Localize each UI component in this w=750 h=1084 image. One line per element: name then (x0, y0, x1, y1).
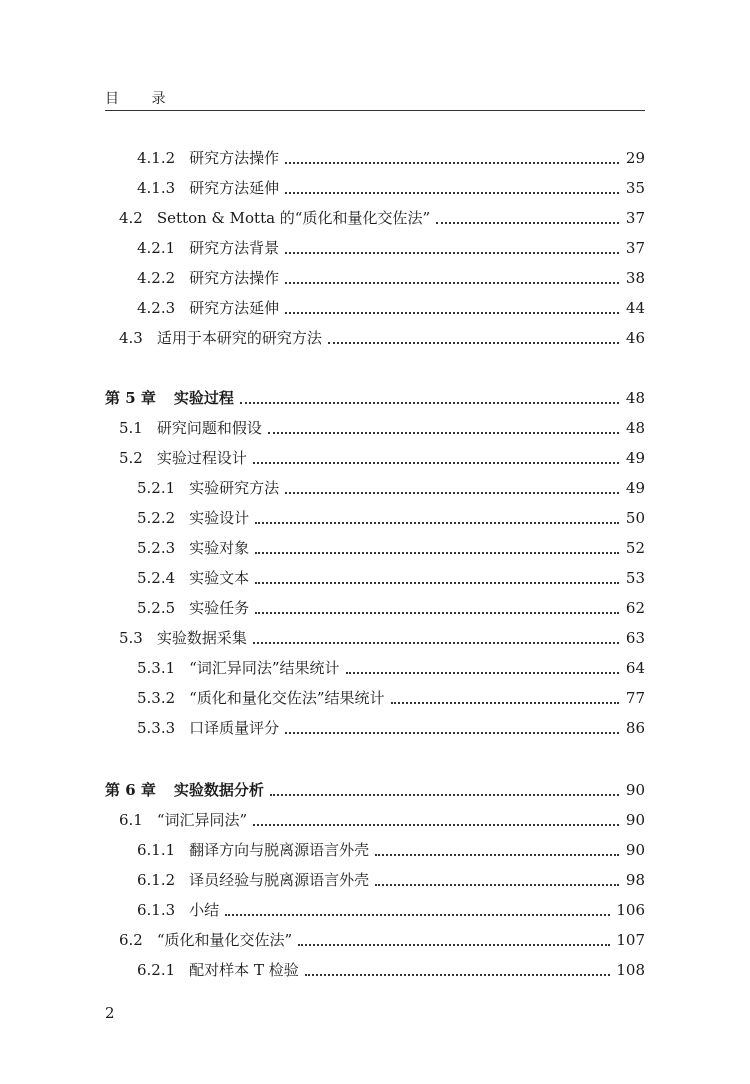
toc-entry-number: 6.1 (119, 811, 143, 829)
toc-entry-title: 实验文本 (189, 569, 250, 587)
toc-entry-number: 5.2.1 (137, 479, 176, 497)
toc-entry-number: 6.2 (119, 931, 143, 949)
toc-entry[interactable] (105, 446, 645, 470)
toc-entry-title: 研究方法操作 (189, 269, 280, 287)
toc-entry-number: 5.3.1 (137, 659, 176, 677)
toc-entry-number: 6.1.1 (137, 841, 176, 859)
toc-entry-page: 62 (625, 599, 645, 617)
toc-entry-number: 4.2.3 (137, 299, 176, 317)
toc-entry-title: 小结 (189, 901, 220, 919)
toc-entry-title: 译员经验与脱离源语言外壳 (189, 871, 370, 889)
toc-entry-number: 6.1.3 (137, 901, 176, 919)
toc-entry-number: 6.2.1 (137, 961, 176, 979)
toc-entry-page: 52 (625, 539, 645, 557)
toc-entry[interactable] (105, 838, 645, 862)
toc-entry-number: 6.1.2 (137, 871, 176, 889)
leader-dots (285, 161, 619, 164)
leader-dots (285, 251, 619, 254)
toc-entry-number: 4.3 (119, 329, 143, 347)
toc-entry[interactable] (105, 898, 645, 922)
toc-entry[interactable] (105, 176, 645, 200)
toc-entry-title: 适用于本研究的研究方法 (156, 329, 322, 347)
toc-entry-title: 研究方法延伸 (189, 179, 280, 197)
leader-dots (285, 311, 619, 314)
toc-entry[interactable] (105, 326, 645, 350)
toc-entry[interactable] (105, 296, 645, 320)
toc-entry[interactable] (105, 808, 645, 832)
toc-entry-number: 5.2.4 (137, 569, 176, 587)
toc-entry-page: 48 (625, 389, 645, 407)
toc-entry-page: 86 (625, 719, 645, 737)
toc-entry[interactable] (105, 626, 645, 650)
toc-entry[interactable] (105, 596, 645, 620)
toc-entry-title: 实验对象 (189, 539, 250, 557)
leader-dots (285, 731, 619, 734)
toc-entry-title: 实验任务 (189, 599, 250, 617)
toc-entry-title: 研究方法延伸 (189, 299, 280, 317)
leader-dots (270, 793, 619, 796)
toc-chapter-number: 第 6 章 (105, 781, 156, 799)
toc-entry[interactable] (105, 506, 645, 530)
toc-entry-title: 实验过程设计 (156, 449, 247, 467)
toc-entry-title: 实验数据采集 (156, 629, 247, 647)
toc-entry[interactable] (105, 416, 645, 440)
toc-chapter[interactable] (105, 778, 645, 802)
toc-entry-page: 49 (625, 479, 645, 497)
toc-entry-page: 77 (625, 689, 645, 707)
toc-entry-title: 实验设计 (189, 509, 250, 527)
toc-entry-number: 5.3.2 (137, 689, 176, 707)
toc-entry-page: 49 (625, 449, 645, 467)
toc-entry-page: 29 (625, 149, 645, 167)
toc-entry[interactable] (105, 868, 645, 892)
toc-entry-title: 配对样本 T 检验 (189, 961, 299, 979)
toc-entry-number: 5.2 (119, 449, 143, 467)
toc-entry-page: 53 (625, 569, 645, 587)
toc-entry-title: “词汇异同法” (156, 811, 248, 829)
toc-entry-page: 48 (625, 419, 645, 437)
toc-entry-page: 106 (616, 901, 645, 919)
toc-entry-number: 4.1.3 (137, 179, 176, 197)
toc-entry-page: 90 (625, 811, 645, 829)
toc-entry-title: Setton & Motta 的“质化和量化交佐法” (156, 209, 431, 227)
toc-entry-title: “质化和量化交佐法” (156, 931, 293, 949)
toc-entry-number: 5.3.3 (137, 719, 176, 737)
toc-entry-page: 37 (625, 209, 645, 227)
toc-entry-title: 实验研究方法 (189, 479, 280, 497)
toc-entry-number: 5.2.2 (137, 509, 176, 527)
toc-entry-page: 107 (616, 931, 645, 949)
toc-entry[interactable] (105, 146, 645, 170)
toc-entry-title: “质化和量化交佐法”结果统计 (189, 689, 385, 707)
toc-entry-page: 46 (625, 329, 645, 347)
toc-entry-number: 5.3 (119, 629, 143, 647)
toc-entry-page: 63 (625, 629, 645, 647)
toc-chapter-title: 实验过程 (173, 389, 234, 407)
leader-dots (436, 221, 619, 224)
page-number: 2 (105, 1004, 115, 1022)
toc-entry-number: 5.1 (119, 419, 143, 437)
toc-entry[interactable] (105, 476, 645, 500)
toc-entry[interactable] (105, 686, 645, 710)
leader-dots (328, 341, 619, 344)
leader-dots (255, 551, 619, 554)
toc-entry[interactable] (105, 266, 645, 290)
leader-dots (375, 883, 619, 886)
leader-dots (253, 641, 619, 644)
toc-entry-page: 38 (625, 269, 645, 287)
toc-chapter-number: 第 5 章 (105, 389, 156, 407)
toc-entry[interactable] (105, 958, 645, 982)
toc-entry-page: 37 (625, 239, 645, 257)
toc-entry[interactable] (105, 536, 645, 560)
toc-entry-title: 研究方法操作 (189, 149, 280, 167)
leader-dots (225, 913, 610, 916)
toc-entry-title: 研究问题和假设 (156, 419, 262, 437)
leader-dots (285, 491, 619, 494)
toc-entry[interactable] (105, 236, 645, 260)
toc-entry-number: 4.2 (119, 209, 143, 227)
toc-entry-number: 4.2.2 (137, 269, 176, 287)
leader-dots (285, 281, 619, 284)
toc-entry-page: 108 (616, 961, 645, 979)
leader-dots (375, 853, 619, 856)
toc-entry-page: 50 (625, 509, 645, 527)
toc-entry-title: 翻译方向与脱离源语言外壳 (189, 841, 370, 859)
leader-dots (253, 823, 619, 826)
toc-entry-page: 90 (625, 841, 645, 859)
toc-entry-title: 研究方法背景 (189, 239, 280, 257)
toc-entry-number: 4.1.2 (137, 149, 176, 167)
toc-entry-number: 5.2.3 (137, 539, 176, 557)
toc-chapter[interactable] (105, 386, 645, 410)
toc-chapter-title: 实验数据分析 (173, 781, 264, 799)
toc-entry-title: 口译质量评分 (189, 719, 280, 737)
leader-dots (391, 701, 619, 704)
toc-entry-number: 5.2.5 (137, 599, 176, 617)
toc-entry[interactable] (105, 928, 645, 952)
leader-dots (255, 581, 619, 584)
toc-entry-page: 98 (625, 871, 645, 889)
toc-entry-title: “词汇异同法”结果统计 (189, 659, 340, 677)
toc-entry[interactable] (105, 716, 645, 740)
leader-dots (255, 611, 619, 614)
leader-dots (253, 461, 619, 464)
leader-dots (268, 431, 619, 434)
page-header (105, 88, 645, 111)
toc-entry[interactable] (105, 656, 645, 680)
leader-dots (285, 191, 619, 194)
leader-dots (346, 671, 619, 674)
toc-entry-page: 64 (625, 659, 645, 677)
leader-dots (255, 521, 619, 524)
leader-dots (240, 401, 619, 404)
toc-entry-page: 44 (625, 299, 645, 317)
leader-dots (305, 973, 611, 976)
leader-dots (298, 943, 610, 946)
toc-entry[interactable] (105, 206, 645, 230)
toc-entry[interactable] (105, 566, 645, 590)
header-title: 目 录 (105, 91, 180, 107)
toc-entry-page: 35 (625, 179, 645, 197)
toc-entry-number: 4.2.1 (137, 239, 176, 257)
toc-entry-page: 90 (625, 781, 645, 799)
